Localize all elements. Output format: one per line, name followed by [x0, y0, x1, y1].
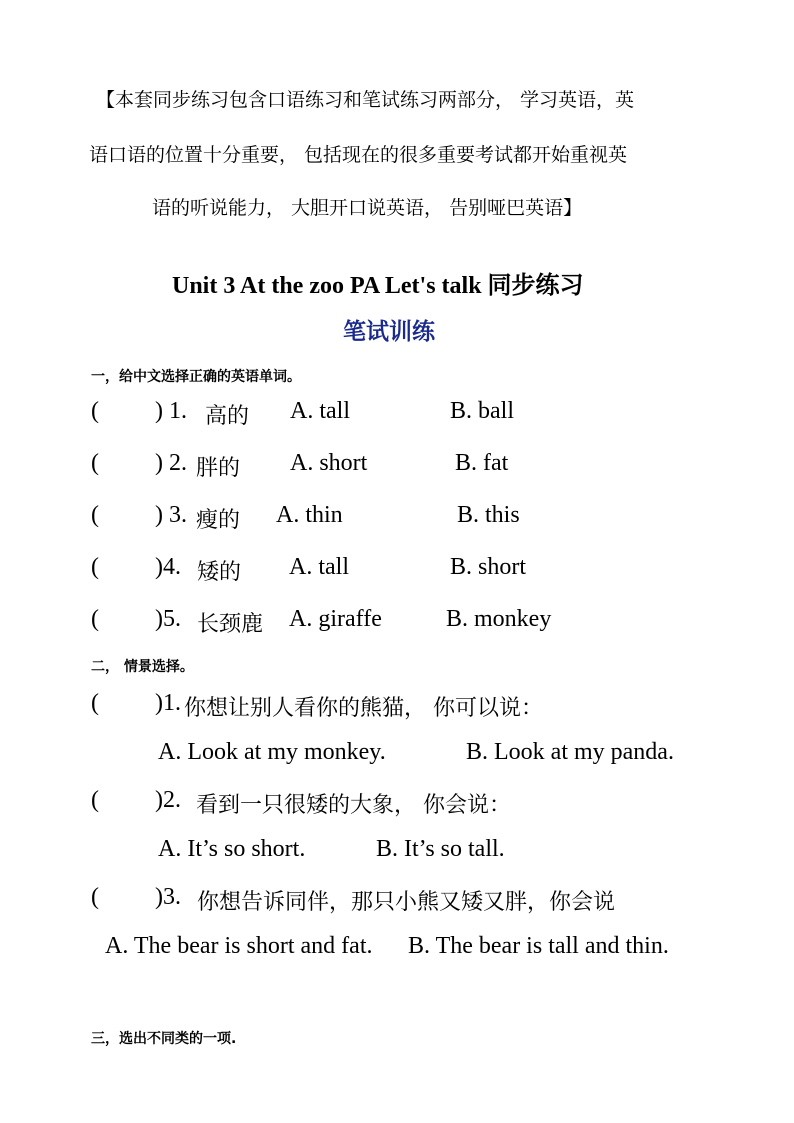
- option-b: B. ball: [450, 398, 514, 424]
- option-b: B. It’s so tall.: [376, 836, 505, 862]
- question-text: 看到一只很矮的大象， 你会说：: [196, 793, 511, 818]
- answer-blank[interactable]: (: [91, 787, 99, 813]
- option-a: A. tall: [290, 398, 350, 424]
- option-a: A. Look at my monkey.: [158, 739, 386, 765]
- option-a: A. tall: [289, 554, 349, 580]
- answer-blank[interactable]: (: [91, 450, 99, 476]
- option-a: A. It’s so short.: [158, 836, 306, 862]
- answer-blank[interactable]: (: [91, 690, 99, 716]
- answer-blank[interactable]: (: [91, 884, 99, 910]
- question-text: 你想告诉同伴，那只小熊又矮又胖，你会说: [197, 890, 616, 915]
- intro-line-1: 【本套同步练习包含口语练习和笔试练习两部分， 学习英语，英: [96, 89, 635, 111]
- section-1-heading: 一，给中文选择正确的英语单词。: [91, 369, 301, 385]
- question-number: )2.: [155, 787, 181, 813]
- option-b: B. short: [450, 554, 527, 580]
- question-text: 你想让别人看你的熊猫， 你可以说：: [184, 696, 543, 721]
- question-number: ) 2.: [155, 450, 187, 476]
- section-3-heading: 三，选出不同类的一项.: [91, 1031, 237, 1047]
- question-number: )5.: [155, 606, 181, 632]
- option-b: B. fat: [455, 450, 509, 476]
- question-number: )1.: [155, 690, 181, 716]
- option-a: A. thin: [276, 502, 343, 528]
- question-number: ) 1.: [155, 398, 187, 424]
- chinese-word: 长颈鹿: [197, 612, 264, 637]
- question-number: )4.: [155, 554, 181, 580]
- page-title: Unit 3 At the zoo PA Let's talk 同步练习: [172, 273, 584, 299]
- section-subtitle: 笔试训练: [343, 319, 435, 345]
- section-2-heading: 二， 情景选择。: [91, 659, 194, 675]
- option-b: B. monkey: [446, 606, 552, 632]
- chinese-word: 矮的: [197, 560, 242, 585]
- intro-line-2: 语口语的位置十分重要， 包括现在的很多重要考试都开始重视英: [89, 144, 628, 166]
- option-a: A. The bear is short and fat.: [105, 933, 373, 959]
- chinese-word: 高的: [205, 404, 250, 429]
- option-b: B. The bear is tall and thin.: [408, 933, 669, 959]
- option-b: B. this: [457, 502, 520, 528]
- answer-blank[interactable]: (: [91, 554, 99, 580]
- option-b: B. Look at my panda.: [466, 739, 674, 765]
- question-number: ) 3.: [155, 502, 187, 528]
- chinese-word: 胖的: [196, 456, 241, 481]
- answer-blank[interactable]: (: [91, 502, 99, 528]
- question-number: )3.: [155, 884, 181, 910]
- answer-blank[interactable]: (: [91, 606, 99, 632]
- option-a: A. short: [290, 450, 368, 476]
- answer-blank[interactable]: (: [91, 398, 99, 424]
- chinese-word: 瘦的: [196, 508, 241, 533]
- option-a: A. giraffe: [289, 606, 382, 632]
- intro-line-3: 语的听说能力， 大胆开口说英语， 告别哑巴英语】: [152, 197, 583, 219]
